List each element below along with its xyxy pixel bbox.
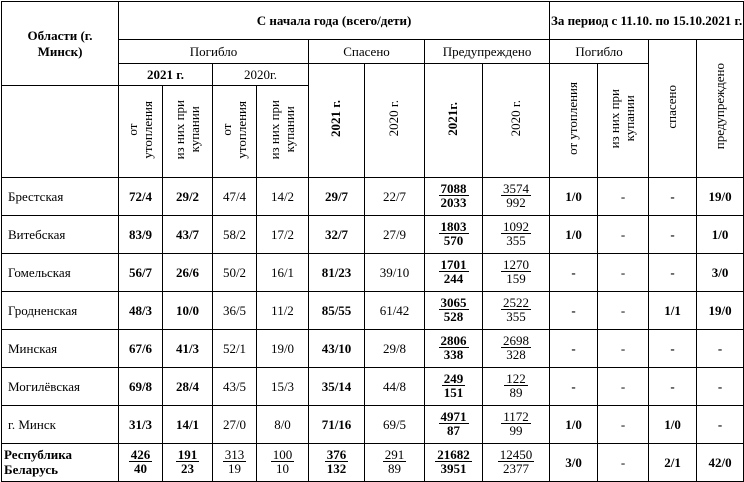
ps-cell: 1/0	[649, 406, 697, 444]
p21-cell	[425, 178, 483, 216]
total-ps-cell: 2/1	[649, 444, 697, 482]
total-d21-fraction	[129, 448, 153, 476]
p21-fraction	[439, 220, 469, 248]
drowning-stats-table	[1, 1, 744, 482]
p20-cell	[483, 254, 550, 292]
s21-cell: 32/7	[309, 216, 365, 254]
p20-denominator: 992	[506, 195, 526, 211]
d20-cell: 27/0	[213, 406, 257, 444]
b20-cell: 8/0	[257, 406, 309, 444]
total-p20-numerator: 12450	[499, 446, 533, 462]
p20-fraction	[504, 372, 528, 400]
s21-cell: 81/23	[309, 254, 365, 292]
ps-cell: -	[649, 330, 697, 368]
s20-cell: 27/9	[365, 216, 425, 254]
b20-cell: 16/1	[257, 254, 309, 292]
total-d20-cell	[213, 444, 257, 482]
total-s21-fraction	[325, 448, 349, 476]
pb-cell: -	[598, 216, 649, 254]
d20-header	[213, 86, 257, 178]
p20-numerator: 1270	[503, 256, 530, 272]
p20-cell	[483, 216, 550, 254]
b21-cell: 41/3	[163, 330, 213, 368]
pp-cell: -	[697, 406, 744, 444]
period-saved-header	[649, 40, 697, 178]
pb-cell: -	[598, 178, 649, 216]
prev-2020-label: 2020 г.	[507, 100, 523, 137]
p20-cell	[483, 178, 550, 216]
region-cell: Минская	[2, 330, 119, 368]
total-row	[2, 444, 744, 482]
p20-numerator: 122	[506, 370, 526, 386]
p20-fraction	[501, 182, 531, 210]
total-b21-numerator: 191	[177, 446, 198, 462]
p21-fraction	[439, 410, 469, 438]
total-region-cell: Республика Беларусь	[2, 444, 119, 482]
total-d21-denominator: 40	[134, 461, 147, 477]
region-cell: г. Минск	[2, 406, 119, 444]
region-cell: Витебская	[2, 216, 119, 254]
total-pp-cell: 42/0	[697, 444, 744, 482]
p21-cell	[425, 406, 483, 444]
pd-cell: -	[550, 292, 598, 330]
pd-cell: -	[550, 330, 598, 368]
total-b20-cell	[257, 444, 309, 482]
d21-cell: 67/6	[119, 330, 163, 368]
p20-denominator: 99	[509, 423, 523, 439]
pd-cell: 1/0	[550, 406, 598, 444]
b20-header	[257, 86, 309, 178]
saved-2020-label: 2020 г.	[386, 100, 402, 137]
p21-cell	[425, 330, 483, 368]
b20-cell: 11/2	[257, 292, 309, 330]
p21-numerator: 2806	[440, 332, 467, 348]
prev-2020-header	[483, 64, 550, 178]
pp-cell: 3/0	[697, 254, 744, 292]
p20-denominator: 328	[506, 347, 526, 363]
p20-fraction	[501, 296, 531, 324]
total-b21-fraction	[176, 448, 200, 476]
ps-cell: 1/1	[649, 292, 697, 330]
d20-label: от утопления	[218, 100, 249, 159]
p21-denominator: 338	[443, 347, 464, 363]
pp-cell: -	[697, 330, 744, 368]
pb-cell: -	[598, 330, 649, 368]
period-header: За период с 11.10. по 15.10.2021 г.	[550, 2, 744, 40]
p20-numerator: 3574	[503, 180, 530, 196]
p21-numerator: 1701	[440, 256, 467, 272]
year-2021-header: 2021 г.	[119, 64, 213, 86]
s20-cell: 44/8	[365, 368, 425, 406]
period-prevented-header	[697, 40, 744, 178]
total-p20-cell	[483, 444, 550, 482]
p21-numerator: 4971	[440, 408, 467, 424]
b20-cell: 15/3	[257, 368, 309, 406]
p20-cell	[483, 368, 550, 406]
prevented-header: Предупреждено	[425, 40, 550, 64]
total-s21-numerator: 376	[326, 446, 347, 462]
b21-label: из них при купании	[171, 99, 202, 160]
b21-cell: 28/4	[163, 368, 213, 406]
p21-fraction	[439, 296, 469, 324]
total-s20-cell	[365, 444, 425, 482]
total-d20-fraction	[223, 448, 247, 476]
p21-denominator: 244	[443, 271, 464, 287]
total-d20-numerator: 313	[224, 446, 245, 462]
total-p20-fraction	[498, 448, 535, 476]
total-b20-numerator: 100	[272, 446, 293, 462]
regions-header: Области (г. Минск)	[2, 2, 119, 86]
total-b21-cell	[163, 444, 213, 482]
p20-numerator: 2522	[503, 294, 530, 310]
p21-fraction	[439, 182, 469, 210]
p20-numerator: 2698	[503, 332, 530, 348]
p21-cell	[425, 292, 483, 330]
period-drowning-header	[550, 64, 598, 178]
d21-label: от утопления	[124, 100, 155, 159]
table-row	[2, 330, 744, 368]
total-s21-cell	[309, 444, 365, 482]
p20-fraction	[501, 220, 531, 248]
pp-cell: -	[697, 368, 744, 406]
total-d20-denominator: 19	[228, 461, 241, 477]
period-saved-label: спасено	[664, 84, 680, 129]
d21-cell: 69/8	[119, 368, 163, 406]
pp-cell: 1/0	[697, 216, 744, 254]
table-row	[2, 178, 744, 216]
ytd-header: С начала года (всего/дети)	[119, 2, 550, 40]
s20-cell: 61/42	[365, 292, 425, 330]
pp-cell: 19/0	[697, 292, 744, 330]
region-cell: Могилёвская	[2, 368, 119, 406]
saved-header: Спасено	[309, 40, 425, 64]
d21-cell: 72/4	[119, 178, 163, 216]
p21-denominator: 2033	[440, 195, 467, 211]
p20-cell	[483, 292, 550, 330]
total-s20-denominator: 89	[388, 461, 401, 477]
region-cell: Гомельская	[2, 254, 119, 292]
period-prevented-label: предупреждено	[711, 63, 727, 150]
pb-cell: -	[598, 406, 649, 444]
period-bathing-label: из них при купании	[607, 88, 638, 149]
s20-cell: 29/8	[365, 330, 425, 368]
s21-cell: 29/7	[309, 178, 365, 216]
b21-cell: 26/6	[163, 254, 213, 292]
s21-cell: 35/14	[309, 368, 365, 406]
table-row	[2, 292, 744, 330]
p21-fraction	[439, 334, 469, 362]
p21-fraction	[439, 258, 469, 286]
p21-denominator: 528	[443, 309, 464, 325]
p21-cell	[425, 368, 483, 406]
total-p21-denominator: 3951	[440, 461, 467, 477]
p21-numerator: 3065	[440, 294, 467, 310]
total-p20-denominator: 2377	[503, 461, 530, 477]
total-p21-numerator: 21682	[437, 446, 470, 462]
period-died-header: Погибло	[550, 40, 649, 64]
saved-2020-header	[365, 64, 425, 178]
p20-numerator: 1092	[503, 218, 530, 234]
p21-cell	[425, 216, 483, 254]
d20-cell: 47/4	[213, 178, 257, 216]
total-b20-fraction	[271, 448, 295, 476]
p20-denominator: 159	[506, 271, 526, 287]
p20-fraction	[501, 410, 531, 438]
s20-cell: 69/5	[365, 406, 425, 444]
b20-cell: 17/2	[257, 216, 309, 254]
b20-cell: 14/2	[257, 178, 309, 216]
p20-numerator: 1172	[503, 408, 529, 424]
d20-cell: 43/5	[213, 368, 257, 406]
d21-cell: 83/9	[119, 216, 163, 254]
b21-cell: 29/2	[163, 178, 213, 216]
pb-cell: -	[598, 368, 649, 406]
pd-cell: -	[550, 368, 598, 406]
pb-cell: -	[598, 292, 649, 330]
pd-cell: 1/0	[550, 178, 598, 216]
ps-cell: -	[649, 178, 697, 216]
p20-cell	[483, 406, 550, 444]
d20-cell: 50/2	[213, 254, 257, 292]
table-row	[2, 254, 744, 292]
p20-cell	[483, 330, 550, 368]
ps-cell: -	[649, 216, 697, 254]
total-pd-cell: 3/0	[550, 444, 598, 482]
d21-header	[119, 86, 163, 178]
table-row	[2, 368, 744, 406]
p20-fraction	[501, 258, 531, 286]
total-b21-denominator: 23	[181, 461, 194, 477]
total-s20-fraction	[383, 448, 407, 476]
saved-2021-label: 2021 г.	[328, 100, 344, 137]
p21-fraction	[442, 372, 466, 400]
region-cell: Гродненская	[2, 292, 119, 330]
p20-fraction	[501, 334, 531, 362]
p21-denominator: 570	[443, 233, 464, 249]
table-row	[2, 216, 744, 254]
pd-cell: 1/0	[550, 216, 598, 254]
total-s21-denominator: 132	[326, 461, 347, 477]
p20-denominator: 355	[506, 309, 526, 325]
period-drowning-label: от утопления	[565, 82, 581, 155]
period-bathing-header	[598, 64, 649, 178]
ps-cell: -	[649, 254, 697, 292]
p21-numerator: 1803	[440, 218, 467, 234]
pp-cell: 19/0	[697, 178, 744, 216]
d20-cell: 58/2	[213, 216, 257, 254]
b20-label: из них при купании	[266, 99, 297, 160]
p20-denominator: 89	[509, 385, 523, 401]
s21-cell: 43/10	[309, 330, 365, 368]
pb-cell: -	[598, 254, 649, 292]
s21-cell: 71/16	[309, 406, 365, 444]
b21-cell: 14/1	[163, 406, 213, 444]
s20-cell: 22/7	[365, 178, 425, 216]
d20-cell: 36/5	[213, 292, 257, 330]
died-header: Погибло	[119, 40, 309, 64]
p21-numerator: 7088	[440, 180, 467, 196]
total-d21-numerator: 426	[130, 446, 151, 462]
total-pb-cell: -	[598, 444, 649, 482]
s21-cell: 85/55	[309, 292, 365, 330]
total-p21-cell	[425, 444, 483, 482]
pd-cell: -	[550, 254, 598, 292]
prev-2021-label: 2021г.	[445, 101, 461, 136]
p21-cell	[425, 254, 483, 292]
total-p21-fraction	[435, 448, 472, 476]
p20-denominator: 355	[506, 233, 526, 249]
ps-cell: -	[649, 368, 697, 406]
b21-cell: 43/7	[163, 216, 213, 254]
p21-denominator: 151	[443, 385, 464, 401]
year-2020-header: 2020г.	[213, 64, 309, 86]
p21-denominator: 87	[447, 423, 460, 439]
b20-cell: 19/0	[257, 330, 309, 368]
d21-cell: 48/3	[119, 292, 163, 330]
d21-cell: 31/3	[119, 406, 163, 444]
total-s20-numerator: 291	[384, 446, 405, 462]
prev-2021-header	[425, 64, 483, 178]
saved-2021-header	[309, 64, 365, 178]
header-row-1	[2, 2, 744, 40]
total-d21-cell	[119, 444, 163, 482]
total-b20-denominator: 10	[276, 461, 289, 477]
blank-header-cell	[2, 86, 119, 178]
b21-header	[163, 86, 213, 178]
b21-cell: 10/0	[163, 292, 213, 330]
region-cell: Брестская	[2, 178, 119, 216]
s20-cell: 39/10	[365, 254, 425, 292]
table-row	[2, 406, 744, 444]
p21-numerator: 249	[443, 370, 464, 386]
d20-cell: 52/1	[213, 330, 257, 368]
d21-cell: 56/7	[119, 254, 163, 292]
